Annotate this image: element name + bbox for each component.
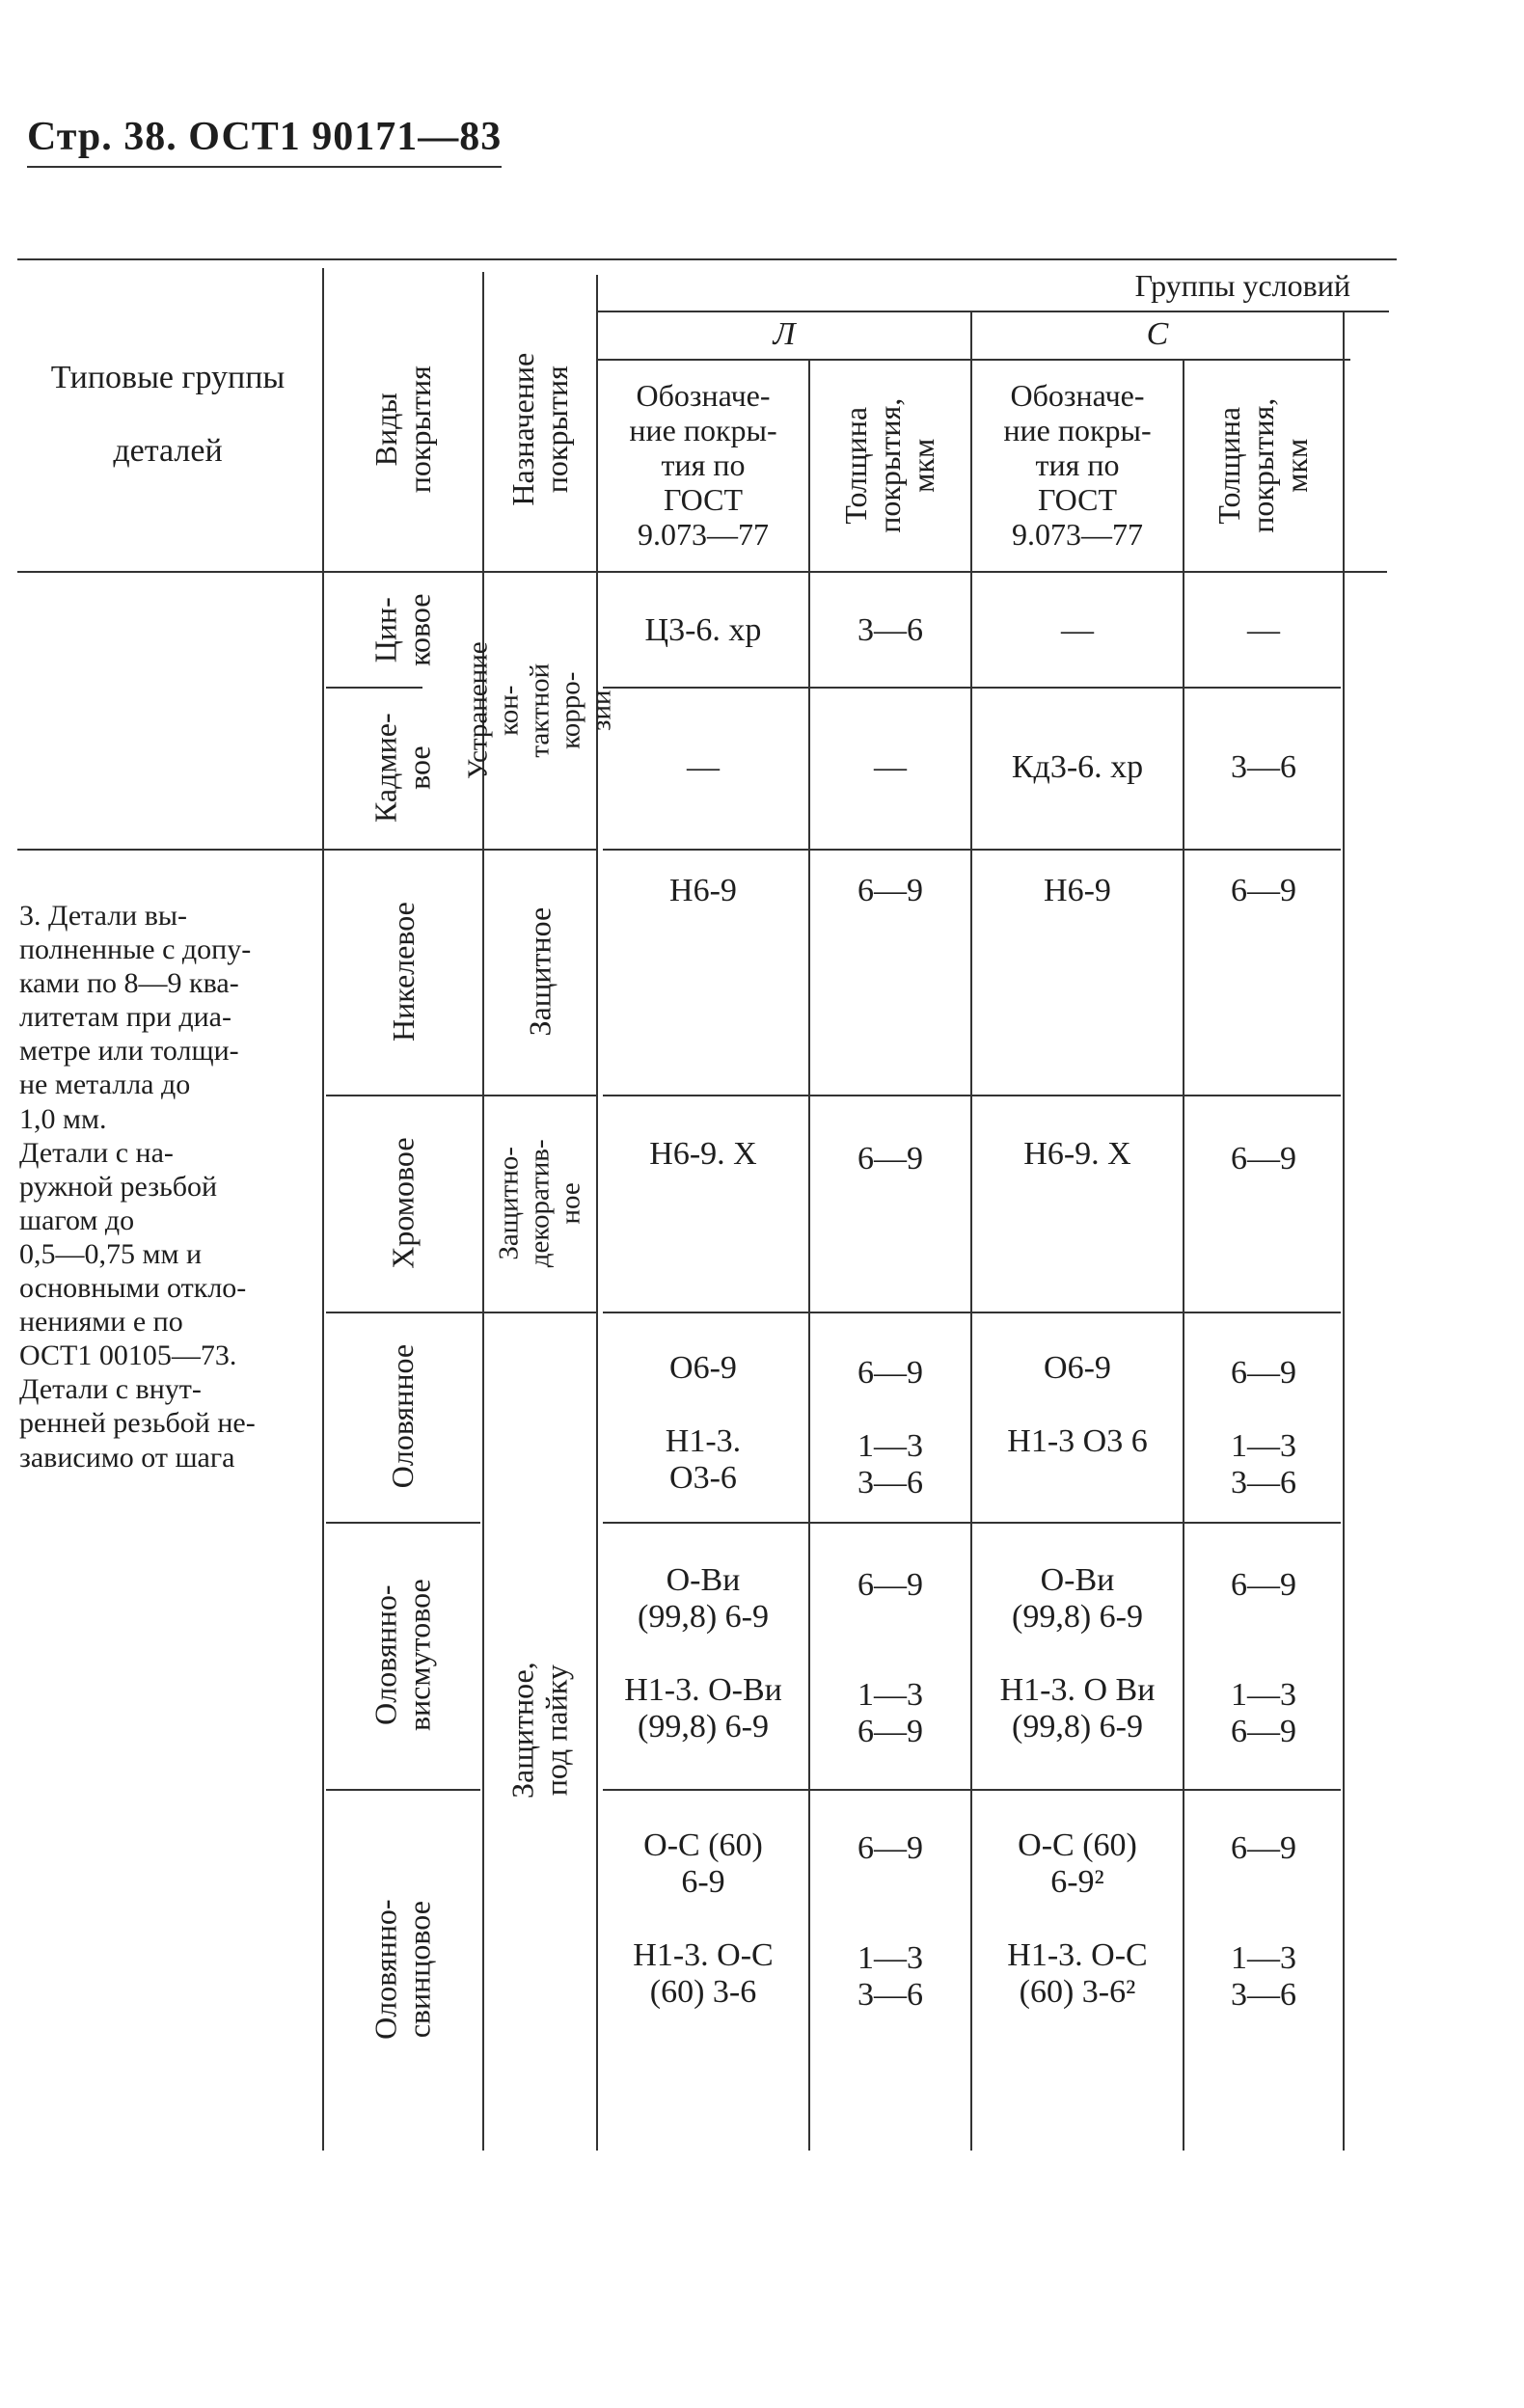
tin-lead-l-designation: О-С (60) 6-9 Н1-3. О-С (60) 3-6 bbox=[633, 1827, 774, 2011]
header-part-groups: Типовые группы деталей bbox=[50, 359, 286, 470]
header-group-c: С bbox=[1146, 315, 1169, 352]
nickel-l-thickness: 6—9 bbox=[857, 873, 923, 908]
cadmium-c-thickness: 3—6 bbox=[1231, 748, 1296, 785]
purpose-protective-decorative bbox=[484, 1096, 596, 1310]
coating-tin-lead-label: Оловянно- свинцовое bbox=[367, 1899, 437, 2040]
coating-tin-lead bbox=[326, 1791, 480, 2148]
zinc-l-designation: Ц3-6. хр bbox=[644, 611, 762, 648]
coating-cadmium-label: Кадмие- вое bbox=[367, 713, 437, 823]
coating-zinc-label: Цин- ковое bbox=[367, 593, 437, 666]
coating-nickel bbox=[326, 851, 480, 1093]
header-bottom-rule bbox=[17, 571, 1387, 573]
subgroup-rule bbox=[598, 359, 1350, 361]
coating-nickel-label: Никелевое bbox=[385, 902, 421, 1042]
coating-tin bbox=[326, 1313, 480, 1520]
purpose-contact-corrosion bbox=[462, 575, 616, 847]
header-c-thickness bbox=[1184, 365, 1343, 567]
header-coating-purpose bbox=[484, 289, 596, 569]
nickel-c-designation: Н6-9 bbox=[1044, 873, 1111, 908]
coating-cadmium bbox=[326, 689, 480, 847]
chrome-c-designation: Н6-9. Х bbox=[1023, 1136, 1131, 1172]
coating-chrome bbox=[326, 1096, 480, 1310]
coating-tin-label: Оловянное bbox=[385, 1344, 421, 1489]
purpose-protective-soldering-text: Защитное, под пайку bbox=[504, 1662, 575, 1799]
purpose-protective-soldering bbox=[484, 1313, 596, 2148]
header-c-thickness-text: Толщина покрытия, мкм bbox=[1211, 398, 1315, 533]
header-l-thickness-text: Толщина покрытия, мкм bbox=[838, 398, 941, 533]
nickel-l-designation: Н6-9 bbox=[669, 873, 737, 908]
col-rule-1 bbox=[322, 268, 324, 2151]
tin-lead-l-thickness: 6—9 1—3 3—6 bbox=[857, 1830, 923, 2014]
tin-l-thickness: 6—9 1—3 3—6 bbox=[857, 1355, 923, 1502]
tin-bismuth-c-designation: О-Ви (99,8) 6-9 Н1-3. О Ви (99,8) 6-9 bbox=[999, 1562, 1156, 1745]
header-c-designation: Обозначе- ние покры- тия по ГОСТ 9.073—77 bbox=[1003, 378, 1152, 552]
page-header: Стр. 38. ОСТ1 90171—83 bbox=[27, 114, 502, 168]
tin-l-designation: О6-9 Н1-3. О3-6 bbox=[665, 1350, 742, 1497]
table-top-rule bbox=[17, 258, 1397, 260]
cadmium-c-designation: Кд3-6. хр bbox=[1011, 748, 1144, 785]
header-coating-types-text: Виды покрытия bbox=[367, 365, 437, 493]
cadmium-l-designation: — bbox=[687, 748, 720, 785]
chrome-l-designation: Н6-9. Х bbox=[649, 1136, 757, 1172]
purpose-protective bbox=[484, 851, 596, 1093]
coating-tin-bismuth bbox=[326, 1524, 480, 1787]
purpose-protective-decorative-text: Защитно- декоратив- ное bbox=[493, 1139, 585, 1267]
nickel-c-thickness: 6—9 bbox=[1231, 873, 1296, 908]
tin-bismuth-l-designation: О-Ви (99,8) 6-9 Н1-3. О-Ви (99,8) 6-9 bbox=[624, 1562, 782, 1745]
purpose-protective-text: Защитное bbox=[522, 906, 558, 1037]
purpose-contact-corrosion-text: Устранение кон- тактной корро- зии bbox=[462, 641, 616, 780]
tin-lead-c-designation: О-С (60) 6-9² Н1-3. О-С (60) 3-6² bbox=[1007, 1827, 1148, 2011]
header-coating-types bbox=[326, 289, 480, 569]
chrome-c-thickness: 6—9 bbox=[1231, 1141, 1296, 1177]
col-rule-3 bbox=[596, 275, 598, 2151]
coating-zinc bbox=[326, 575, 480, 685]
cadmium-l-thickness: — bbox=[874, 748, 907, 785]
chrome-l-thickness: 6—9 bbox=[857, 1141, 923, 1177]
zinc-c-thickness: — bbox=[1247, 611, 1280, 648]
header-coating-purpose-text: Назначение покрытия bbox=[504, 352, 574, 506]
zinc-c-designation: — bbox=[1061, 611, 1094, 648]
part-group-description: 3. Детали вы- полненные с допу- ками по 8—9 ква- литетам при диа- метре или толщи- не металла до 1,0 мм. Детали с на- ружной резьбой шагом до 0,5—0,75 мм и основными откло- нениями e по ОСТ1 00105—73. Детали с внут- ренней резьбой не- зависимо от шага bbox=[19, 900, 256, 1474]
header-l-thickness bbox=[810, 365, 970, 567]
col-rule-5 bbox=[970, 311, 972, 2151]
coating-chrome-label: Хромовое bbox=[385, 1137, 421, 1269]
coating-tin-bismuth-label: Оловянно- висмутовое bbox=[367, 1579, 437, 1732]
zinc-l-thickness: 3—6 bbox=[857, 611, 923, 648]
tin-bismuth-l-thickness: 6—9 1—3 6—9 bbox=[857, 1567, 923, 1750]
header-group-l: Л bbox=[773, 315, 796, 352]
header-l-designation: Обозначе- ние покры- тия по ГОСТ 9.073—77 bbox=[629, 378, 777, 552]
tin-c-thickness: 6—9 1—3 3—6 bbox=[1231, 1355, 1296, 1502]
tin-bismuth-c-thickness: 6—9 1—3 6—9 bbox=[1231, 1567, 1296, 1750]
col-rule-7 bbox=[1343, 311, 1345, 2151]
tin-c-designation: О6-9 Н1-3 О3 6 bbox=[1007, 1350, 1148, 1460]
tin-lead-c-thickness: 6—9 1—3 3—6 bbox=[1231, 1830, 1296, 2014]
header-conditions-group: Группы условий bbox=[1134, 268, 1350, 304]
